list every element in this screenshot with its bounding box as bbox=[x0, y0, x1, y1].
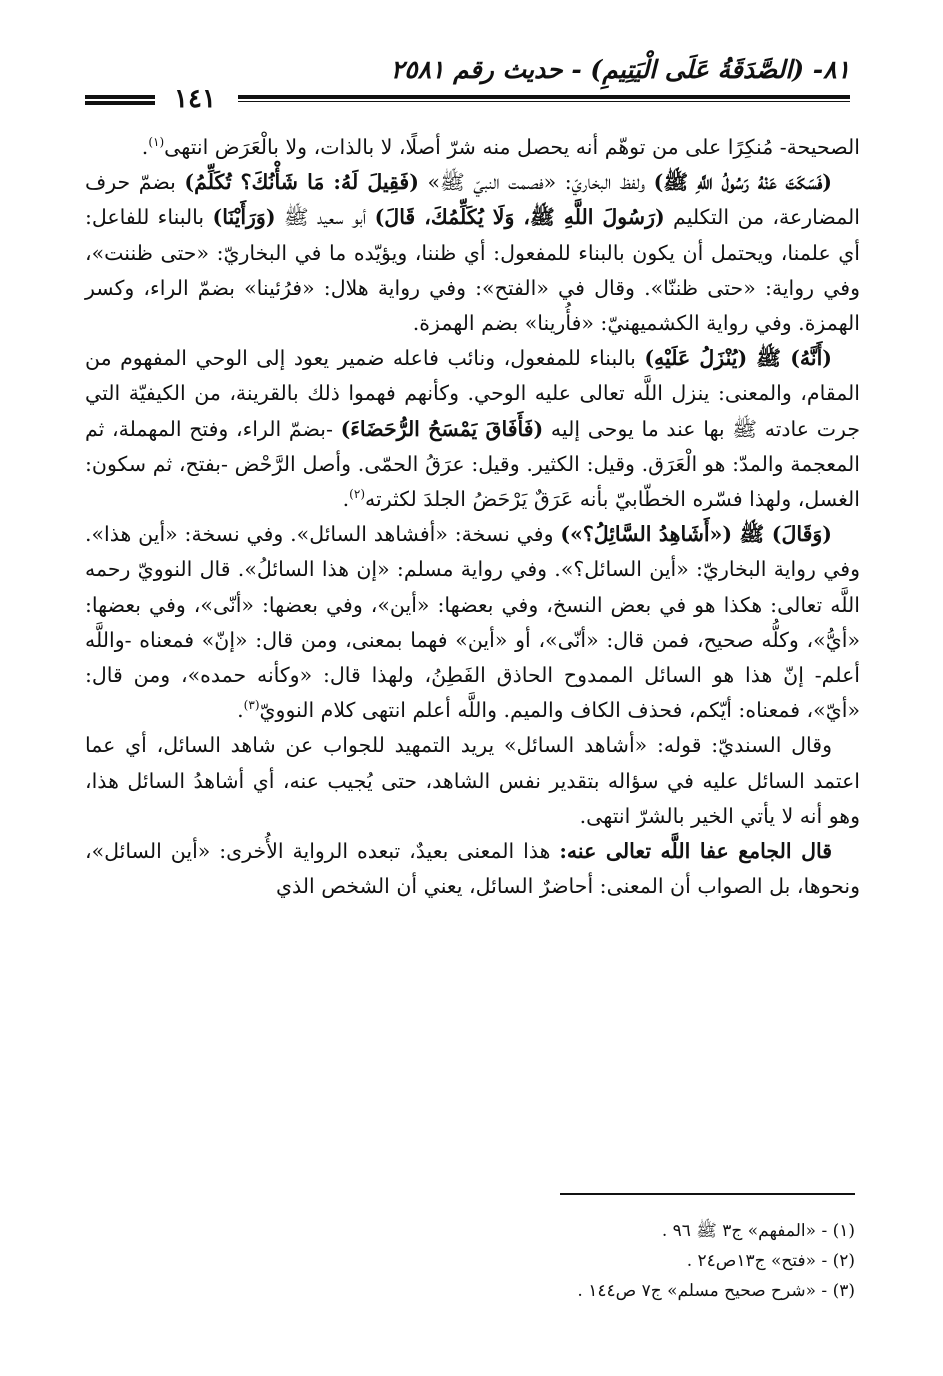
paragraph-text: هذا المعنى بعيدٌ، تبعده الرواية الأُخرى: «أين السائل»، ونحوها، بل الصواب أن المعنى: أحاضرٌ السائل، يعني أن الشخص الذي bbox=[85, 839, 860, 899]
footnotes bbox=[300, 1216, 855, 1306]
paragraph-text: بالبناء للفاعل: أي علمنا، ويحتمل أن يكون بالبناء للمفعول: أي ظننا، ويؤيّده ما في البخاريّ: «حتى ظننت»، وفي رواية: «حتى ظننّا». وقال في «الفتح»: وفي رواية هلال: «فرُئينا» بضمّ الراء، وكسر الهمزة. وفي رواية الكشميهنيّ: «فأُرينا» بضم الهمزة. bbox=[85, 205, 860, 336]
header-rule-thin bbox=[238, 101, 850, 102]
paragraph-text: وقال السنديّ: قوله: «أشاهد السائل» يريد التمهيد للجواب عن شاهد السائل، أي عما اعتمد السائل عليه في سؤاله بتقدير نفس الشاهد، حتى يُجيب عنه، أي أشاهدُ السائل هذا، وهو أنه لا يأتي الخير بالشرّ انتهى. bbox=[85, 733, 860, 828]
header-rule-left bbox=[85, 95, 155, 99]
hadith-quote: (رَسُولَ اللَّهِ ﷺ، وَلَا يُكَلِّمُكَ، قَالَ) bbox=[374, 205, 665, 230]
paragraph bbox=[85, 165, 860, 341]
footnote-ref: (١) bbox=[148, 135, 165, 150]
footnote-separator bbox=[560, 1193, 855, 1195]
paragraph bbox=[85, 728, 860, 834]
hadith-quote: (فَأَفَاقَ يَمْسَحُ الرُّحَضَاءَ) bbox=[340, 416, 544, 441]
running-header-title: ٨١- (الصَّدَقَةُ عَلَى الْيَتِيمِ) - حديث رقم ٢٥٨١ bbox=[390, 55, 850, 84]
footnote: (٢) - «فتح» ج١٣ص٢٤ . bbox=[686, 1251, 855, 1271]
hadith-quote: (فَسَكَتَ عَنْهُ رَسُولُ اللَّهِ ﷺ) bbox=[653, 170, 832, 195]
paragraph bbox=[85, 834, 860, 904]
paragraph: (أَنَّهُ) ﷺ (يُنْزَلُ عَلَيْهِ) بالبناء للمفعول، ونائب فاعله ضمير يعود إلى الوحي المفهوم من المقام، والمعنى: ينزل اللَّه تعالى عليه الوحي. وكأنهم فهموا ذلك بالقرينة، من الكيفيّة التي جرت عادته ﷺ بها عند ما يوحى إليه (فَأَفَاقَ يَمْسَحُ الرُّحَضَاءَ) -بضمّ الراء، وفتح المهملة، ثم المعجمة والمدّ: هو الْعَرَق. وقيل: الكثير. وقيل: عرَقُ الحمّى. وأصل الرَّحْض -بفتح، ثم سكون: الغسل، ولهذا فسّره الخطّابيّ بأنه عَرَقٌ يَرْحَضُ الجلدَ لكثرته$^{(٢)}$. bbox=[85, 346, 860, 512]
hadith-quote: (أَنَّهُ) ﷺ (يُنْزَلُ عَلَيْهِ) bbox=[644, 346, 832, 371]
header-rule-left-lower bbox=[85, 101, 155, 105]
paragraph-text: الصحيحة- مُنكِرًا على من توهّم أنه يحصل منه شرّ أصلًا، لا بالذات، ولا بالْعَرَض انتهى bbox=[164, 135, 860, 159]
footnote: (٣) - «شرح صحيح مسلم» ج٧ ص١٤٤ . bbox=[577, 1281, 855, 1301]
paragraph: الصحيحة- مُنكِرًا على من توهّم أنه يحصل منه شرّ أصلًا، لا بالذات، ولا بالْعَرَض انتهى$^{(١)}$. bbox=[141, 135, 860, 159]
main-text bbox=[85, 130, 860, 904]
page-number: ١٤١ bbox=[174, 84, 216, 114]
hadith-quote: (وَقَالَ) ﷺ («أَشَاهِدُ السَّائِلُ؟») bbox=[560, 522, 832, 547]
paragraph-text: وفي نسخة: «أفشاهد السائل». وفي نسخة: «أين هذا». وفي رواية البخاريّ: «أين السائل؟». وفي رواية مسلم: «إن هذا السائلُ». قال النوويّ رحمه اللَّه تعالى: هكذا هو في بعض النسخ، وفي بعضها: «أين»، وفي بعضها: «أنّى»، وفي بعضها: «أيُّ»، وكلُّه صحيح، فمن قال: «أنّى»، أو «أين» فهما بمعنى، ومن قال: «إنّ» فمعناه -واللَّه أعلم- إنّ هذا هو السائل الممدوح الحاذق الفَطِنُ، ولهذا قال: «وكأنه حمده»، ومن قال: «أيّ»، فمعناه: أيّكم، فحذف الكاف والميم. واللَّه أعلم انتهى كلام النوويّ bbox=[85, 522, 860, 723]
footnote: (١) - «المفهم» ج٣ ﷺ ٩٦ . bbox=[661, 1221, 855, 1241]
paragraph-text: بضمّ حرف المضارعة، من التكليم bbox=[85, 170, 860, 230]
paragraph-text: -بضمّ الراء، وفتح المهملة، ثم المعجمة والمدّ: هو الْعَرَق. وقيل: الكثير. وقيل: عرَقُ الحمّى. وأصل الرَّحْض -بفتح، ثم سكون: الغسل، ولهذا فسّره الخطّابيّ بأنه عَرَقٌ يَرْحَضُ الجلدَ لكثرته bbox=[85, 416, 860, 512]
footnote-ref: (٣) bbox=[243, 698, 260, 713]
header-rule bbox=[238, 95, 850, 99]
author-remark-label: قال الجامع عفا اللَّه تعالى عنه: bbox=[559, 839, 833, 864]
hadith-quote: (وَرَأَيْنَا) bbox=[212, 205, 276, 230]
hadith-quote: (فَقِيلَ لَهُ: مَا شَأْنُكَ؟ تُكَلِّمُ) bbox=[184, 170, 419, 195]
paragraph: (وَقَالَ) ﷺ («أَشَاهِدُ السَّائِلُ؟») وفي نسخة: «أفشاهد السائل». وفي نسخة: «أين هذا». وفي رواية البخاريّ: «أين السائل؟». وفي رواية مسلم: «إن هذا السائلُ». قال النوويّ رحمه اللَّه تعالى: هكذا هو في بعض النسخ، وفي بعضها: «أين»، وفي بعضها: «أنّى»، وفي بعضها: «أيُّ»، وكلُّه صحيح، فمن قال: «أنّى»، أو «أين» فهما بمعنى، ومن قال: «إنّ» فمعناه -واللَّه أعلم- إنّ هذا هو السائل الممدوح الحاذق الفَطِنُ، ولهذا قال: «وكأنه حمده»، ومن قال: «أيّ»، فمعناه: أيّكم، فحذف الكاف والميم. واللَّه أعلم انتهى كلام النوويّ$^{(٣)}$. bbox=[85, 522, 860, 723]
paragraph-text: ولفظ البخاريّ: «فصمت النبيّ ﷺ» bbox=[418, 170, 654, 195]
paragraph-text: أبو سعيد ﷺ bbox=[275, 205, 375, 230]
footnote-ref: (٢) bbox=[349, 487, 365, 502]
paragraph-text: بالبناء للمفعول، ونائب فاعله ضمير يعود إلى الوحي المفهوم من المقام، والمعنى: ينزل اللَّه تعالى عليه الوحي. وكأنهم فهموا ذلك بالقرينة، من الكيفيّة التي جرت عادته ﷺ بها عند ما يوحى إليه bbox=[85, 346, 860, 441]
